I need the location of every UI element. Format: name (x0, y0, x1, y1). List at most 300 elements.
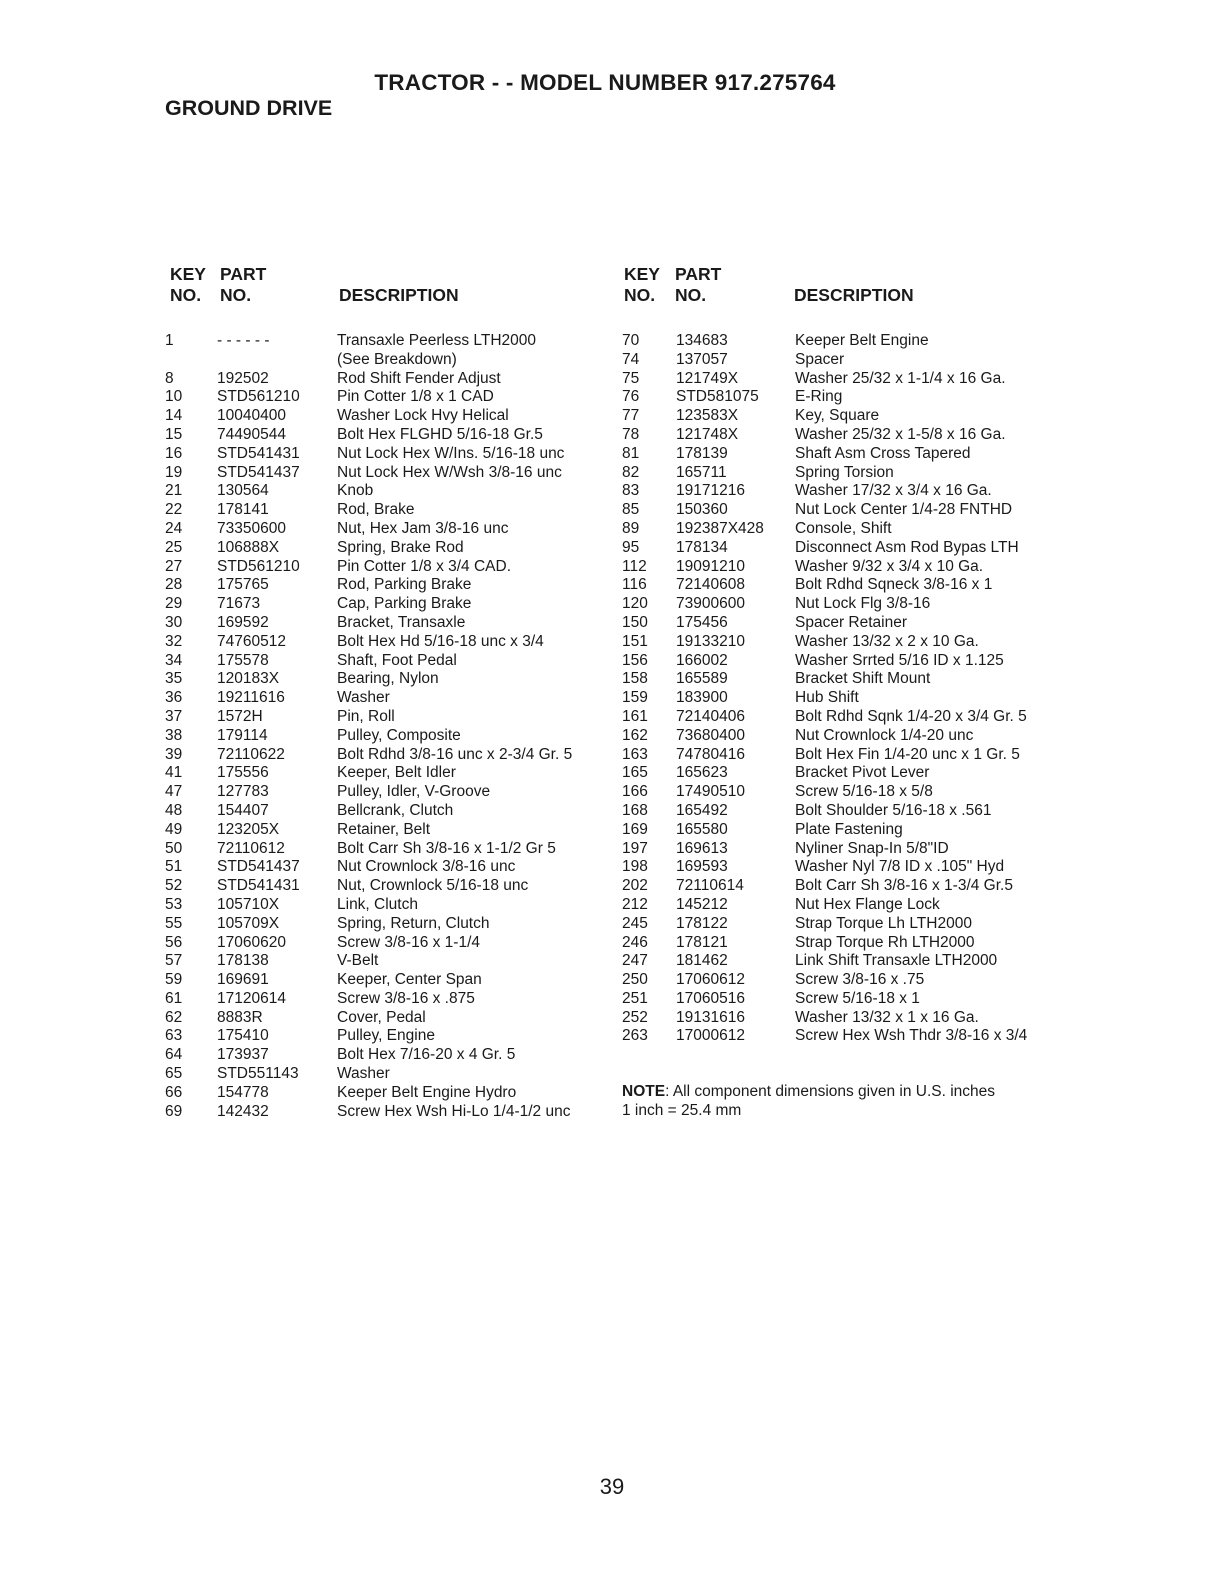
table-row (165, 1027, 615, 1046)
key-number: 35 (165, 670, 183, 688)
part-number: 19171216 (676, 482, 745, 500)
part-number: 19211616 (217, 689, 285, 707)
part-number: 169593 (676, 858, 728, 876)
table-row (622, 614, 1062, 633)
part-number: STD551143 (217, 1065, 299, 1083)
description-text: Washer Lock Hvy Helical (337, 407, 509, 425)
part-number: 142432 (217, 1102, 269, 1120)
part-description (795, 840, 949, 859)
description-text: Cover, Pedal (337, 1008, 426, 1026)
part-number: 1572H (217, 707, 263, 725)
table-row (165, 783, 615, 802)
part-number: 10040400 (217, 407, 286, 425)
part-description (795, 821, 903, 840)
table-row (165, 501, 615, 520)
description-header: DESCRIPTION (794, 285, 914, 305)
key-number: 116 (622, 576, 647, 594)
description-text: Disconnect Asm Rod Bypas LTH (795, 538, 1019, 556)
part-description (795, 520, 892, 539)
key-number: 245 (622, 914, 648, 932)
part-number: 130564 (217, 482, 269, 500)
table-row (622, 332, 1062, 351)
description-text: Bellcrank, Clutch (337, 801, 454, 819)
key-number: 48 (165, 801, 183, 819)
description-text: Bolt Carr Sh 3/8-16 x 1-1/2 Gr 5 (337, 839, 556, 857)
key-number: 83 (622, 482, 640, 500)
description-text: Link, Clutch (337, 895, 418, 913)
table-row (165, 708, 615, 727)
part-description (337, 708, 395, 727)
key-number: 63 (165, 1027, 183, 1045)
table-row (622, 746, 1062, 765)
part-number: 178122 (676, 914, 728, 932)
description-text: Bolt Hex 7/16-20 x 4 Gr. 5 (337, 1046, 516, 1064)
part-header-line2: NO. (675, 285, 707, 305)
table-row (165, 689, 615, 708)
part-description (337, 1046, 515, 1065)
part-number: 175578 (217, 651, 269, 669)
part-number: 154407 (217, 801, 269, 819)
part-number: STD561210 (217, 388, 300, 406)
description-text: Washer 25/32 x 1-1/4 x 16 Ga. (795, 369, 1006, 387)
table-row (622, 802, 1062, 821)
part-number: 134683 (676, 332, 728, 349)
table-row (622, 1009, 1062, 1028)
part-number: 154778 (217, 1083, 269, 1101)
table-row (622, 407, 1062, 426)
table-row (165, 614, 615, 633)
description-text: Nut, Hex Jam 3/8-16 unc (337, 519, 509, 537)
description-text: Plate Fastening (795, 820, 903, 838)
table-row (622, 934, 1062, 953)
description-header: DESCRIPTION (339, 285, 459, 305)
table-row (622, 370, 1062, 389)
part-description (795, 482, 992, 501)
part-description (337, 670, 439, 689)
part-description (337, 652, 457, 671)
table-row (165, 445, 615, 464)
key-header-line1: KEY (624, 264, 660, 284)
part-header-line2: NO. (220, 285, 252, 305)
part-description (337, 539, 464, 558)
part-description (337, 558, 511, 577)
description-text: Nut Lock Flg 3/8-16 (795, 595, 931, 613)
part-description (795, 539, 1019, 558)
part-description (795, 388, 842, 407)
part-description (337, 915, 490, 934)
description-text: Rod Shift Fender Adjust (337, 369, 501, 387)
part-number: 165589 (676, 670, 728, 688)
description-text: Bolt Hex Hd 5/16-18 unc x 3/4 (337, 632, 544, 650)
description-text: Pulley, Engine (337, 1027, 435, 1045)
part-description (337, 1084, 516, 1103)
key-number: 50 (165, 839, 183, 857)
part-number: STD541431 (217, 877, 300, 895)
description-text: Bracket, Transaxle (337, 613, 466, 631)
part-number: STD561210 (217, 557, 300, 575)
key-number: 34 (165, 651, 183, 669)
part-description (337, 464, 562, 483)
part-number: 73900600 (676, 595, 745, 613)
description-text: Screw 3/8-16 x .875 (337, 989, 475, 1007)
part-number: 165580 (676, 820, 728, 838)
description-text: Washer 9/32 x 3/4 x 10 Ga. (795, 557, 984, 575)
table-row (165, 915, 615, 934)
part-description (795, 1009, 979, 1028)
description-text: Bracket Pivot Lever (795, 764, 930, 782)
table-row (622, 558, 1062, 577)
description-text: Spacer Retainer (795, 613, 908, 631)
description-text: E-Ring (795, 388, 843, 406)
description-text: Nut Crownlock 1/4-20 unc (795, 726, 974, 744)
key-number: 1 (165, 332, 174, 349)
part-number: 73350600 (217, 519, 286, 537)
part-description (795, 614, 907, 633)
part-description (795, 934, 975, 953)
key-number: 30 (165, 613, 183, 631)
part-number: 17490510 (676, 783, 745, 801)
part-description (337, 934, 480, 953)
table-row (622, 821, 1062, 840)
part-number: 72110622 (217, 745, 285, 763)
parts-table-right (622, 264, 1062, 1045)
part-number: 145212 (676, 895, 728, 913)
description-text: Keeper Belt Engine Hydro (337, 1083, 517, 1101)
table-header (622, 264, 1062, 308)
table-row (622, 670, 1062, 689)
table-row (165, 746, 615, 765)
key-number: 77 (622, 407, 640, 425)
part-number: 71673 (217, 595, 261, 613)
table-row (622, 595, 1062, 614)
part-description (795, 426, 1006, 445)
key-number: 156 (622, 651, 648, 669)
part-description (337, 1103, 570, 1122)
description-text: Washer 25/32 x 1-5/8 x 16 Ga. (795, 425, 1006, 443)
part-description (795, 915, 972, 934)
table-row (165, 482, 615, 501)
part-number: 120183X (217, 670, 280, 688)
key-header-line2: NO. (624, 285, 656, 305)
key-number: 32 (165, 632, 183, 650)
part-number: 17060516 (676, 989, 745, 1007)
description-text: V-Belt (337, 952, 379, 970)
part-description (795, 952, 997, 971)
table-row (165, 952, 615, 971)
part-number: 72110614 (676, 877, 744, 895)
table-row (165, 764, 615, 783)
key-number: 49 (165, 820, 183, 838)
table-row (165, 370, 615, 389)
key-number: 75 (622, 369, 640, 387)
key-number: 27 (165, 557, 183, 575)
key-number: 10 (165, 388, 183, 406)
part-number: 123583X (676, 407, 739, 425)
part-description (337, 896, 418, 915)
part-description (337, 952, 378, 971)
part-description (337, 727, 461, 746)
key-number: 25 (165, 538, 183, 556)
part-number: 169691 (217, 971, 269, 989)
table-row (165, 1009, 615, 1028)
key-number: 24 (165, 519, 183, 537)
description-text: Spacer (795, 350, 845, 368)
part-description (337, 1027, 435, 1046)
description-text: Nut Lock Center 1/4-28 FNTHD (795, 501, 1013, 519)
part-description (337, 821, 430, 840)
part-description (337, 990, 475, 1009)
key-number: 150 (622, 613, 648, 631)
parts-list-left (165, 332, 615, 1121)
description-text: Pin Cotter 1/8 x 3/4 CAD. (337, 557, 512, 575)
part-number: STD541437 (217, 858, 300, 876)
key-number: 163 (622, 745, 648, 763)
part-description (337, 520, 508, 539)
table-row (165, 633, 615, 652)
table-row (622, 858, 1062, 877)
part-description (337, 1065, 390, 1084)
part-number: 105709X (217, 914, 280, 932)
part-number: 178139 (676, 444, 728, 462)
part-description (795, 802, 991, 821)
part-description (337, 877, 528, 896)
part-number: 121748X (676, 425, 739, 443)
part-number: 74780416 (676, 745, 745, 763)
key-number: 197 (622, 839, 648, 857)
table-row (622, 727, 1062, 746)
table-row (622, 915, 1062, 934)
table-row (622, 708, 1062, 727)
part-description (795, 858, 1004, 877)
table-row (622, 576, 1062, 595)
part-number: STD581075 (676, 388, 759, 406)
part-description (337, 802, 453, 821)
part-number: STD541437 (217, 463, 300, 481)
description-text: Console, Shift (795, 519, 892, 537)
note-text: : All component dimensions given in U.S. inches (665, 1083, 996, 1100)
part-number: 137057 (676, 350, 728, 368)
table-row (165, 934, 615, 953)
key-number: 112 (622, 557, 647, 575)
part-number: 165711 (676, 463, 727, 481)
table-row (622, 689, 1062, 708)
description-text: Bracket Shift Mount (795, 670, 931, 688)
key-header-line1: KEY (170, 264, 206, 284)
table-row (165, 652, 615, 671)
part-description (337, 332, 536, 370)
description-text: Nut Crownlock 3/8-16 unc (337, 858, 516, 876)
table-row (165, 990, 615, 1009)
table-row (622, 952, 1062, 971)
part-number: 19133210 (676, 632, 745, 650)
description-text: Spring, Brake Rod (337, 538, 464, 556)
part-number: 166002 (676, 651, 728, 669)
part-description (795, 708, 1027, 727)
note-conversion: 1 inch = 25.4 mm (622, 1101, 742, 1119)
key-number: 41 (165, 764, 183, 782)
key-number: 36 (165, 689, 183, 707)
description-text: Screw Hex Wsh Hi-Lo 1/4-1/2 unc (337, 1102, 571, 1120)
table-row (622, 520, 1062, 539)
table-row (622, 652, 1062, 671)
description-text: Keeper Belt Engine (795, 332, 929, 349)
description-text: Washer 17/32 x 3/4 x 16 Ga. (795, 482, 992, 500)
part-description (795, 332, 929, 351)
part-description (795, 633, 979, 652)
table-header (165, 264, 615, 308)
table-row (622, 351, 1062, 370)
key-number: 202 (622, 877, 648, 895)
description-text: Bolt Shoulder 5/16-18 x .561 (795, 801, 992, 819)
part-description (795, 877, 1013, 896)
key-number: 158 (622, 670, 648, 688)
table-row (622, 840, 1062, 859)
part-description (795, 445, 970, 464)
key-number: 62 (165, 1008, 183, 1026)
part-description (795, 501, 1012, 520)
key-number: 61 (165, 989, 183, 1007)
part-description (795, 464, 894, 483)
part-description (337, 971, 482, 990)
description-text: Bolt Rdhd Sqnk 1/4-20 x 3/4 Gr. 5 (795, 707, 1027, 725)
part-number: 178121 (676, 933, 728, 951)
description-text: Spring Torsion (795, 463, 894, 481)
key-number: 159 (622, 689, 648, 707)
key-number: 19 (165, 463, 183, 481)
part-description (795, 407, 879, 426)
description-text: Bolt Rdhd 3/8-16 unc x 2-3/4 Gr. 5 (337, 745, 573, 763)
part-number: 127783 (217, 783, 269, 801)
key-number: 21 (165, 482, 183, 500)
part-description (795, 670, 930, 689)
part-number: 19131616 (676, 1008, 745, 1026)
part-number: 150360 (676, 501, 728, 519)
key-number: 251 (622, 989, 648, 1007)
part-number: 19091210 (676, 557, 745, 575)
part-number: 173937 (217, 1046, 269, 1064)
part-description (795, 595, 930, 614)
description-text: Pulley, Idler, V-Groove (337, 783, 491, 801)
description-text: Retainer, Belt (337, 820, 431, 838)
part-number: STD541431 (217, 444, 300, 462)
table-row (622, 501, 1062, 520)
table-row (165, 332, 615, 370)
key-header-line2: NO. (170, 285, 202, 305)
key-number: 165 (622, 764, 648, 782)
part-number: 74760512 (217, 632, 286, 650)
key-number: 28 (165, 576, 183, 594)
description-text: Screw Hex Wsh Thdr 3/8-16 x 3/4 (795, 1027, 1028, 1045)
part-header-line1: PART (220, 264, 267, 284)
key-number: 22 (165, 501, 183, 519)
section-title: GROUND DRIVE (165, 96, 333, 120)
part-number: 181462 (676, 952, 728, 970)
description-text: Bolt Hex FLGHD 5/16-18 Gr.5 (337, 425, 543, 443)
part-number: 74490544 (217, 425, 286, 443)
description-text: Nyliner Snap-In 5/8"ID (795, 839, 949, 857)
key-number: 51 (165, 858, 183, 876)
part-number: 175456 (676, 613, 728, 631)
description-text: Cap, Parking Brake (337, 595, 472, 613)
table-row (622, 877, 1062, 896)
part-description (337, 426, 543, 445)
table-row (165, 858, 615, 877)
table-row (165, 388, 615, 407)
part-description (337, 764, 456, 783)
part-description (337, 407, 509, 426)
part-description (337, 614, 465, 633)
description-text: Nut Lock Hex W/Ins. 5/16-18 unc (337, 444, 565, 462)
table-row (165, 727, 615, 746)
description-text: Strap Torque Rh LTH2000 (795, 933, 975, 951)
key-number: 59 (165, 971, 183, 989)
part-number: 192387X428 (676, 519, 764, 537)
table-row (165, 539, 615, 558)
description-text: Pin, Roll (337, 707, 395, 725)
part-description (337, 858, 515, 877)
description-text: Bearing, Nylon (337, 670, 439, 688)
description-text: Screw 3/8-16 x .75 (795, 971, 925, 989)
part-description (337, 388, 494, 407)
description-text: Bolt Carr Sh 3/8-16 x 1-3/4 Gr.5 (795, 877, 1013, 895)
key-number: 85 (622, 501, 640, 519)
key-number: 56 (165, 933, 183, 951)
part-description (337, 689, 390, 708)
note-label: NOTE (622, 1083, 666, 1100)
part-description (337, 576, 471, 595)
description-text: Washer Srrted 5/16 ID x 1.125 (795, 651, 1004, 669)
part-number: 178138 (217, 952, 269, 970)
description-text: Washer (337, 689, 390, 707)
table-row (165, 464, 615, 483)
part-description (337, 482, 373, 501)
part-description (795, 558, 983, 577)
part-description (337, 1009, 426, 1028)
description-text: Washer Nyl 7/8 ID x .105" Hyd (795, 858, 1005, 876)
key-number: 198 (622, 858, 648, 876)
part-number: 73680400 (676, 726, 745, 744)
table-row (622, 539, 1062, 558)
description-text: Transaxle Peerless LTH2000 (337, 332, 537, 349)
part-number: 17000612 (676, 1027, 745, 1045)
table-row (622, 990, 1062, 1009)
part-description (337, 370, 501, 389)
part-number: 169592 (217, 613, 269, 631)
part-number: 169613 (676, 839, 728, 857)
part-description (795, 971, 924, 990)
key-number: 120 (622, 595, 648, 613)
table-row (622, 633, 1062, 652)
description-text: Knob (337, 482, 374, 500)
part-description (795, 370, 1006, 389)
part-description (795, 746, 1020, 765)
table-row (165, 971, 615, 990)
part-description (795, 652, 1004, 671)
page-title: TRACTOR - - MODEL NUMBER 917.275764 (374, 70, 836, 95)
part-number: 72140406 (676, 707, 745, 725)
part-description (337, 595, 471, 614)
part-number: 175556 (217, 764, 269, 782)
part-number: 183900 (676, 689, 728, 707)
key-number: 78 (622, 425, 640, 443)
part-number: 175765 (217, 576, 269, 594)
description-text: Key, Square (795, 407, 880, 425)
part-number: 72110612 (217, 839, 285, 857)
table-row (622, 971, 1062, 990)
part-number: 179114 (217, 726, 268, 744)
key-number: 66 (165, 1083, 183, 1101)
key-number: 250 (622, 971, 648, 989)
